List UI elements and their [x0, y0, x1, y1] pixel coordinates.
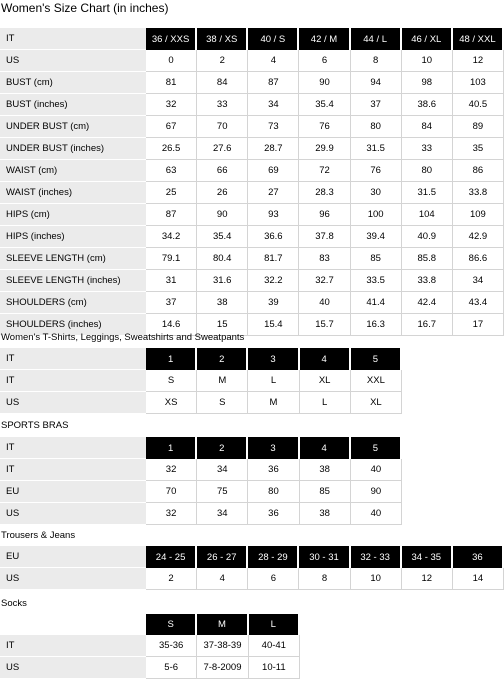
table-cell: 29.9 [299, 138, 350, 160]
table-row [0, 248, 504, 270]
table-cell: 15.7 [299, 314, 350, 336]
row-label: IT [0, 28, 146, 50]
column-header: 26 - 27 [197, 546, 248, 568]
table-cell: 75 [197, 481, 248, 503]
table-cell: 39 [248, 292, 299, 314]
row-label [0, 614, 146, 635]
table-cell: 73 [248, 116, 299, 138]
table-cell: 32.2 [248, 270, 299, 292]
table-row [0, 94, 504, 116]
table-cell: 90 [299, 72, 350, 94]
table-cell: 80 [351, 116, 402, 138]
table-cell: 32 [146, 459, 197, 481]
table-cell: 34.2 [146, 226, 197, 248]
row-label: BUST (cm) [0, 72, 146, 94]
socks-size-table [0, 614, 300, 679]
row-label: IT [0, 348, 146, 370]
table-cell: 38 [300, 503, 351, 525]
table-cell: 31.5 [402, 182, 453, 204]
table-row [0, 50, 504, 72]
table-row [0, 270, 504, 292]
table-cell: 2 [197, 50, 248, 72]
table-cell: 10 [402, 50, 453, 72]
table-cell: 76 [299, 116, 350, 138]
table-cell: 0 [146, 50, 197, 72]
table-cell: 67 [146, 116, 197, 138]
table-cell: 41.4 [351, 292, 402, 314]
table-row [0, 226, 504, 248]
table-cell: S [146, 370, 197, 392]
table-cell: 36 [248, 459, 299, 481]
tshirts-size-table [0, 348, 402, 414]
table-cell: 35-36 [146, 635, 197, 657]
row-label: UNDER BUST (cm) [0, 116, 146, 138]
header-row [0, 348, 402, 370]
table-row [0, 160, 504, 182]
row-label: US [0, 568, 146, 590]
table-cell: 86 [453, 160, 504, 182]
table-cell: 40 [351, 459, 402, 481]
table-cell: 83 [299, 248, 350, 270]
trousers-size-table [0, 546, 504, 590]
column-header: M [197, 614, 248, 635]
column-header: 32 - 33 [351, 546, 402, 568]
row-label: SHOULDERS (cm) [0, 292, 146, 314]
table-cell: 33.5 [351, 270, 402, 292]
row-label: HIPS (inches) [0, 226, 146, 248]
table-cell: 34 [197, 503, 248, 525]
table-cell: 25 [146, 182, 197, 204]
table-cell: 8 [351, 50, 402, 72]
table-cell: 27.6 [197, 138, 248, 160]
trousers-section-title: Trousers & Jeans [1, 530, 76, 541]
table-cell: 81 [146, 72, 197, 94]
table-row [0, 292, 504, 314]
table-cell: 34 [197, 459, 248, 481]
table-cell: 34 [248, 94, 299, 116]
table-cell: M [248, 392, 299, 414]
column-header: 5 [351, 437, 402, 459]
column-header: 1 [146, 348, 197, 370]
column-header: 34 - 35 [402, 546, 453, 568]
table-cell: 40.9 [402, 226, 453, 248]
table-row [0, 392, 402, 414]
table-cell: 33 [197, 94, 248, 116]
page-title: Women's Size Chart (in inches) [1, 1, 169, 15]
table-cell: 35.4 [299, 94, 350, 116]
table-cell: 39.4 [351, 226, 402, 248]
table-cell: 34 [453, 270, 504, 292]
table-cell: 38 [300, 459, 351, 481]
table-cell: 85.8 [402, 248, 453, 270]
column-header: 28 - 29 [248, 546, 299, 568]
table-cell: XL [300, 370, 351, 392]
table-cell: 31.5 [351, 138, 402, 160]
table-cell: 89 [453, 116, 504, 138]
table-cell: 2 [146, 568, 197, 590]
column-header: 46 / XL [402, 28, 453, 50]
table-cell: 12 [453, 50, 504, 72]
row-label: IT [0, 635, 146, 657]
table-cell: 26.5 [146, 138, 197, 160]
row-label: WAIST (inches) [0, 182, 146, 204]
table-cell: 86.6 [453, 248, 504, 270]
table-cell: 43.4 [453, 292, 504, 314]
table-cell: 90 [351, 481, 402, 503]
table-cell: 7-8-2009 [197, 657, 248, 679]
table-cell: M [197, 370, 248, 392]
table-row [0, 72, 504, 94]
table-cell: XL [351, 392, 402, 414]
table-cell: 80 [402, 160, 453, 182]
table-cell: 10-11 [249, 657, 300, 679]
table-cell: 66 [197, 160, 248, 182]
table-cell: 70 [197, 116, 248, 138]
table-cell: 16.3 [351, 314, 402, 336]
table-cell: 40-41 [249, 635, 300, 657]
tshirts-section-title: Women's T-Shirts, Leggings, Sweatshirts and Sweatpants [1, 332, 245, 343]
table-cell: 28.7 [248, 138, 299, 160]
column-header: 40 / S [248, 28, 299, 50]
table-cell: 31.6 [197, 270, 248, 292]
row-label: SHOULDERS (inches) [0, 314, 146, 336]
table-row [0, 138, 504, 160]
table-cell: 14.6 [146, 314, 197, 336]
table-cell: 104 [402, 204, 453, 226]
column-header: 24 - 25 [146, 546, 197, 568]
table-row [0, 657, 300, 679]
row-label: WAIST (cm) [0, 160, 146, 182]
table-row [0, 182, 504, 204]
row-label: UNDER BUST (inches) [0, 138, 146, 160]
table-cell: 6 [299, 50, 350, 72]
row-label: SLEEVE LENGTH (cm) [0, 248, 146, 270]
table-cell: 32 [146, 94, 197, 116]
column-header: S [146, 614, 197, 635]
table-cell: 90 [197, 204, 248, 226]
table-cell: 27 [248, 182, 299, 204]
table-cell: 70 [146, 481, 197, 503]
table-cell: 35 [453, 138, 504, 160]
row-label: US [0, 392, 146, 414]
table-cell: 103 [453, 72, 504, 94]
table-cell: 40 [299, 292, 350, 314]
table-row [0, 459, 402, 481]
header-row [0, 437, 402, 459]
table-cell: 16.7 [402, 314, 453, 336]
table-cell: 31 [146, 270, 197, 292]
column-header: 36 [453, 546, 504, 568]
table-cell: 32.7 [299, 270, 350, 292]
table-row [0, 568, 504, 590]
table-cell: 109 [453, 204, 504, 226]
table-cell: 38 [197, 292, 248, 314]
table-cell: 15 [197, 314, 248, 336]
table-cell: 84 [402, 116, 453, 138]
table-cell: 37.8 [299, 226, 350, 248]
table-cell: L [248, 370, 299, 392]
column-header: 1 [146, 437, 197, 459]
table-row [0, 481, 402, 503]
row-label: US [0, 50, 146, 72]
table-cell: 87 [146, 204, 197, 226]
table-cell: 15.4 [248, 314, 299, 336]
table-cell: 38.6 [402, 94, 453, 116]
row-label: EU [0, 481, 146, 503]
table-cell: 80.4 [197, 248, 248, 270]
table-cell: 37-38-39 [197, 635, 248, 657]
column-header: 44 / L [351, 28, 402, 50]
table-cell: 63 [146, 160, 197, 182]
table-cell: 85 [351, 248, 402, 270]
table-cell: 6 [248, 568, 299, 590]
header-row [0, 28, 504, 50]
row-label: IT [0, 459, 146, 481]
column-header: 2 [197, 348, 248, 370]
column-header: 36 / XXS [146, 28, 197, 50]
table-cell: 4 [248, 50, 299, 72]
row-label: US [0, 657, 146, 679]
row-label: US [0, 503, 146, 525]
table-cell: 32 [146, 503, 197, 525]
table-cell: 94 [351, 72, 402, 94]
row-label: EU [0, 546, 146, 568]
table-cell: XS [146, 392, 197, 414]
table-cell: 69 [248, 160, 299, 182]
row-label: IT [0, 437, 146, 459]
row-label: HIPS (cm) [0, 204, 146, 226]
table-cell: 8 [299, 568, 350, 590]
table-cell: 14 [453, 568, 504, 590]
header-row [0, 614, 300, 635]
table-cell: 37 [351, 94, 402, 116]
table-cell: 33 [402, 138, 453, 160]
table-cell: 35.4 [197, 226, 248, 248]
table-row [0, 635, 300, 657]
table-cell: 84 [197, 72, 248, 94]
table-row [0, 503, 402, 525]
row-label: SLEEVE LENGTH (inches) [0, 270, 146, 292]
row-label: BUST (inches) [0, 94, 146, 116]
table-cell: XXL [351, 370, 402, 392]
socks-section-title: Socks [1, 598, 27, 609]
column-header: 38 / XS [197, 28, 248, 50]
column-header: L [249, 614, 300, 635]
sports-bras-size-table [0, 437, 402, 525]
table-cell: 80 [248, 481, 299, 503]
table-row [0, 204, 504, 226]
main-size-table [0, 28, 504, 336]
table-cell: L [300, 392, 351, 414]
table-cell: 87 [248, 72, 299, 94]
table-cell: 93 [248, 204, 299, 226]
table-cell: 42.4 [402, 292, 453, 314]
table-cell: 40 [351, 503, 402, 525]
header-row [0, 546, 504, 568]
table-cell: 40.5 [453, 94, 504, 116]
column-header: 4 [300, 348, 351, 370]
table-cell: 4 [197, 568, 248, 590]
table-cell: 33.8 [453, 182, 504, 204]
table-cell: 81.7 [248, 248, 299, 270]
row-label: IT [0, 370, 146, 392]
column-header: 3 [248, 437, 299, 459]
table-cell: 37 [146, 292, 197, 314]
table-cell: 10 [351, 568, 402, 590]
column-header: 3 [248, 348, 299, 370]
table-row [0, 370, 402, 392]
table-row [0, 116, 504, 138]
table-cell: 100 [351, 204, 402, 226]
column-header: 48 / XXL [453, 28, 504, 50]
table-cell: 30 [351, 182, 402, 204]
table-cell: 17 [453, 314, 504, 336]
column-header: 2 [197, 437, 248, 459]
table-cell: 12 [402, 568, 453, 590]
table-cell: 33.8 [402, 270, 453, 292]
column-header: 30 - 31 [299, 546, 350, 568]
table-cell: 96 [299, 204, 350, 226]
table-cell: 26 [197, 182, 248, 204]
table-cell: S [197, 392, 248, 414]
table-cell: 76 [351, 160, 402, 182]
column-header: 42 / M [299, 28, 350, 50]
table-cell: 36 [248, 503, 299, 525]
table-cell: 79.1 [146, 248, 197, 270]
table-cell: 98 [402, 72, 453, 94]
column-header: 5 [351, 348, 402, 370]
table-cell: 72 [299, 160, 350, 182]
sports-bras-section-title: SPORTS BRAS [1, 420, 69, 431]
table-cell: 5-6 [146, 657, 197, 679]
table-cell: 36.6 [248, 226, 299, 248]
table-cell: 28.3 [299, 182, 350, 204]
table-cell: 85 [300, 481, 351, 503]
column-header: 4 [300, 437, 351, 459]
table-cell: 42.9 [453, 226, 504, 248]
